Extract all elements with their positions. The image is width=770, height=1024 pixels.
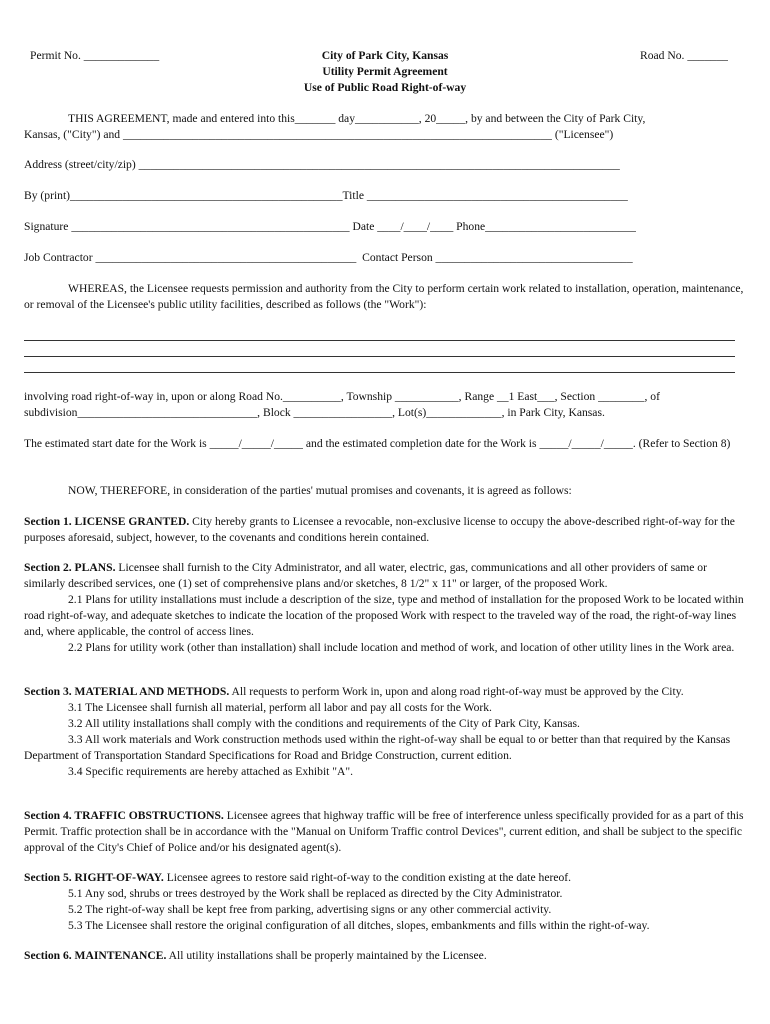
section-2-heading: Section 2. PLANS. (24, 561, 116, 574)
section-5-heading: Section 5. RIGHT-OF-WAY. (24, 871, 164, 884)
road-number-field: Road No. _______ (640, 49, 728, 62)
section-2-text: Licensee shall furnish to the City Administrator, and all water, electric, gas, communications and all other providers of same or similarly described services, one (1) set of comprehensive plans and/or sketches, 8 1/2" x 11" or larger, of the proposed Work. (24, 561, 707, 590)
section-3-3: 3.3 All work materials and Work construction methods used within the right-of-way shall be equal to or better than that required by the Kansas Department of Transportation Standard Specifications for Road and Bridge Construction, current edition. (24, 733, 731, 762)
section-2 (24, 560, 744, 656)
city-title: City of Park City, Kansas (321, 49, 449, 62)
dates-clause (24, 436, 744, 452)
by-print-field: By (print)_______________________________________________Title _____________________________________________ (24, 189, 628, 202)
address-field: Address (street/city/zip) ___________________________________________________________________________________ (24, 158, 620, 171)
signature-field: Signature ________________________________________________ Date ____/____/____ Phone__________________________ (24, 220, 636, 233)
section-6 (24, 948, 744, 964)
work-description-line-1 (24, 340, 735, 341)
section-3 (24, 684, 744, 780)
section-5 (24, 870, 744, 934)
job-contractor-field: Job Contractor _____________________________________________ Contact Person __________________________________ (24, 251, 633, 264)
section-5-text: Licensee agrees to restore said right-of-way to the condition existing at the date hereof. (163, 871, 572, 884)
section-4-heading: Section 4. TRAFFIC OBSTRUCTIONS. (24, 809, 224, 822)
agreement-title: Utility Permit Agreement (322, 65, 448, 78)
section-6-text: All utility installations shall be properly maintained by the Licensee. (166, 949, 487, 962)
section-3-4: 3.4 Specific requirements are hereby attached as Exhibit "A". (68, 765, 354, 778)
intro-line-2: Kansas, ("City") and __________________________________________________________________________ ("Licensee") (24, 128, 614, 141)
section-2-2: 2.2 Plans for utility work (other than installation) shall include location and method of work, and location of other utility lines in the Work area. (68, 641, 735, 654)
section-3-heading: Section 3. MATERIAL AND METHODS. (24, 685, 230, 698)
work-description-line-3 (24, 372, 735, 373)
section-3-1: 3.1 The Licensee shall furnish all material, perform all labor and pay all costs for the Work. (68, 701, 492, 714)
intro-line-1: THIS AGREEMENT, made and entered into this_______ day___________, 20_____, by and between the City of Park City, (68, 112, 646, 125)
section-3-text: All requests to perform Work in, upon and along road right-of-way must be approved by the City. (229, 685, 684, 698)
section-3-2: 3.2 All utility installations shall comply with the conditions and requirements of the City of Park City, Kansas. (68, 717, 580, 730)
section-5-3: 5.3 The Licensee shall restore the original configuration of all ditches, slopes, embankments and fills within the right-of-way. (68, 919, 650, 932)
section-1-heading: Section 1. LICENSE GRANTED. (24, 515, 190, 528)
location-line-2: subdivision_______________________________, Block _________________, Lot(s)_____________, in Park City, Kansas. (24, 406, 605, 419)
section-1 (24, 514, 744, 546)
section-5-2: 5.2 The right-of-way shall be kept free from parking, advertising signs or any other commercial activity. (68, 903, 552, 916)
section-5-1: 5.1 Any sod, shrubs or trees destroyed by the Work shall be replaced as directed by the City Administrator. (68, 887, 563, 900)
dates-text: The estimated start date for the Work is _____/_____/_____ and the estimated completion date for the Work is _____/_____/_____. (Refer to Section 8) (24, 437, 731, 450)
section-1-text: City hereby grants to Licensee a revocable, non-exclusive license to occupy the above-described right-of-way for the purposes aforesaid, subject, however, to the covenants and conditions herein contained. (24, 515, 735, 544)
whereas-text: WHEREAS, the Licensee requests permission and authority from the City to perform certain work related to installation, operation, maintenance, or removal of the Licensee's public utility facilities, described as follows (the "Work"): (24, 282, 744, 311)
permit-number-field: Permit No. _____________ (30, 49, 160, 62)
section-4 (24, 808, 744, 856)
agreement-subtitle: Use of Public Road Right-of-way (303, 81, 467, 94)
section-2-1: 2.1 Plans for utility installations must include a description of the size, type and method of installation for the proposed Work to be located within road right-of-way, and adequate sketches to indicate the location of the proposed Work with respect to the traveled way of the road, the right-of-way lines and, where applicable, the control of access lines. (24, 593, 744, 638)
section-6-heading: Section 6. MAINTENANCE. (24, 949, 167, 962)
section-4-text: Licensee agrees that highway traffic will be free of interference unless specifically provided for as a part of this Permit. Traffic protection shall be in accordance with the "Manual on Uniform Traffic control Devices", current edition, and shall be subject to the specific approval of the City's Chief of Police and/or his designated agent(s). (24, 809, 744, 854)
therefore-clause: NOW, THEREFORE, in consideration of the parties' mutual promises and covenants, it is agreed as follows: (68, 484, 572, 497)
work-description-line-2 (24, 356, 735, 357)
whereas-clause (24, 281, 744, 313)
location-line-1: involving road right-of-way in, upon or along Road No.__________, Township ___________, Range __1 East___, Section ________, of (24, 390, 660, 403)
